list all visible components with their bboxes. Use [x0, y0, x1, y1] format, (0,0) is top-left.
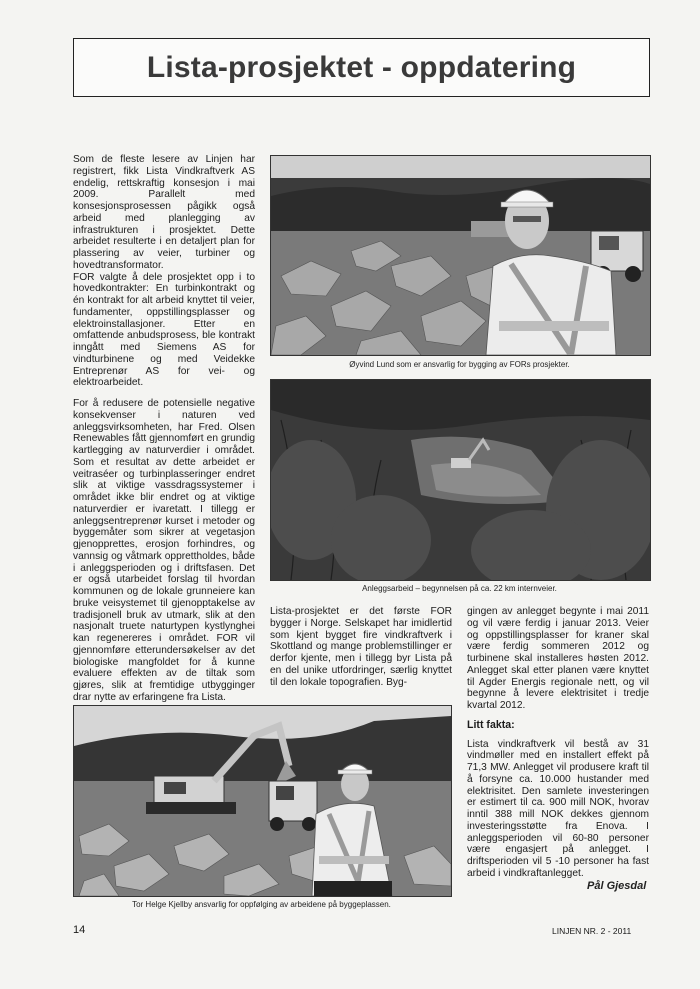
- magazine-issue: LINJEN NR. 2 - 2011: [552, 926, 632, 936]
- col1-paragraph-2: FOR valgte å dele prosjektet opp i to hovedkontrakter: En turbinkontrakt og én kontrakt for alt arbeid knyttet til veier, fundamenter, oppstillingsplasser og elektroinstallasjoner. Etter en omfattende anbudsprosess, ble kontrakt inngått med Siemens AS for vindturbinene og med Veidekke Entreprenør AS for vei- og elektroarbeidet.: [73, 271, 255, 389]
- column-right: [467, 606, 649, 887]
- facts-paragraph: Lista vindkraftverk vil bestå av 31 vindmøller med en installert effekt på 71,3 MW. Anlegget vil produsere kraft til å forsyne ca. 10.000 hustander med elektrisitet. Den samlete investeringen er estimert til ca. 900 mill NOK, hvorav inntil 388 mill NOK dekkes gjennom investeringsstøtte fra Enova. I anleggsperioden vil 60-80 personer være engasjert på anlegget. I driftsperioden vil 5 -10 personer ha fast arbeid i vindkraftanlegget.: [467, 738, 649, 879]
- title-box: [73, 38, 650, 97]
- author-signature: Pål Gjesdal: [587, 880, 647, 892]
- photo-oyvind-lund: [270, 155, 651, 356]
- photo-tor-helge-kjellby: [73, 705, 452, 897]
- col1-paragraph-1: Som de fleste lesere av Linjen har registrert, fikk Lista Vindkraftverk AS endelig, rettskraftig konsesjon i mai 2009. Parallelt med konsesjonsprosessen pågikk også arbeid med planlegging av infrastrukturen i prosjektet. Dette arbeidet resulterte i en detaljert plan for plassering av veier, turbiner og hovedtransformator.: [73, 154, 255, 271]
- caption-photo2: Anleggsarbeid – begynnelsen på ca. 22 km internveier.: [362, 584, 557, 593]
- column-left: [73, 154, 255, 711]
- col3-paragraph-1: gingen av anlegget begynte i mai 2011 og vil være ferdig i januar 2013. Veier og oppstillingsplasser for kraner skal være ferdig sommeren 2012 og turbinene skal installeres høsten 2012. Anlegget skal etter planen være knyttet til Agder Energis regionale nett, og vil begynne å levere elektrisitet i tredje kvartal 2012.: [467, 606, 649, 711]
- caption-photo1: Øyvind Lund som er ansvarlig for bygging av FORs prosjekter.: [349, 360, 570, 369]
- column-middle: [270, 606, 452, 695]
- caption-photo3: Tor Helge Kjellby ansvarlig for oppfølging av arbeidene på byggeplassen.: [132, 900, 391, 909]
- facts-heading: Litt fakta:: [467, 718, 515, 731]
- photo-construction-start: [270, 379, 651, 581]
- col1-paragraph-3: For å redusere de potensielle negative konsekvenser i naturen ved anleggsvirksomheten, har Fred. Olsen Renewables fått gjennomført en grundig kartlegging av naturverdier i området. Som et resultat av dette arbeidet er veitraséer og turbinplasseringer endret slik at viktige vassdragssystemer i området ikke blir endret og at viktige naturverdier er ivaretatt. I tillegg er anleggsentreprenør kurset i metoder og byggemåter som sikrer at vegetasjon gjenopprettes, erosjon forhindres, og vannsig og våtmark opprettholdes, både i anleggsperioden og i driftsfasen. Det er også utarbeidet forslag til hvordan kommunen og de lokale grunneiere kan bruke veisystemet til gjenopptakelse av tradisjonell bruk av utmark, slik at den nasjonalt truete naturtypen kystlynghei kan regenereres i området. FOR vil gjennomføre etterundersøkelser av det biologiske mangfoldet for å kunne evaluere effekten av de tiltak som gjøres, slik at fremtidige utbygginger drar nytte av erfaringene fra Lista.: [73, 398, 255, 703]
- page-title: Lista-prosjektet - oppdatering: [146, 50, 577, 84]
- col2-paragraph-1: Lista-prosjektet er det første FOR bygger i Norge. Selskapet har imidlertid som kjent bygget fire vindkraftverk i Skottland og mange problemstillinger er derfor kjente, men i tillegg byr Lista på en del unike utfordringer, særlig knyttet til den lokale topografien. Byg-: [270, 606, 452, 688]
- page-number: 14: [73, 924, 86, 936]
